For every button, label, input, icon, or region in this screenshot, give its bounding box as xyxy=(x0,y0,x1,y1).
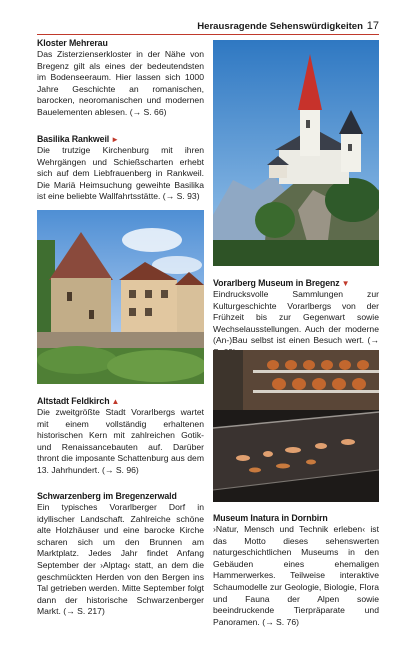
map-marker-icon: ▼ xyxy=(341,279,350,288)
page-number: 17 xyxy=(366,20,379,32)
entry-title: Kloster Mehrerau xyxy=(37,38,108,48)
entry-text: Die zweitgrößte Stadt Vorarlbergs wartet mit einem vollständig erhaltenen historischen Kern mit zahlreichen Gotik- und Renaissancebauten auf. Darüber thront die imposante Schattenburg aus dem 13. Jahrhundert. (→ S. 96) xyxy=(37,407,204,475)
entry-basilika-rankweil xyxy=(37,134,204,203)
entry-title: Schwarzenberg im Bregenzerwald xyxy=(37,491,177,501)
inatura-photo xyxy=(213,350,379,502)
entry-title xyxy=(37,134,204,144)
entry-museum-inatura xyxy=(213,513,379,628)
entry-text: Das Zisterzienserkloster in der Nähe von Bregenz gilt als eines der bedeutendsten im Bodenseeraum. Hier lassen sich 1000 Jahre Geschichte an romanischen, barocken, neoromanischen und modernen Bauelementen ablesen. (→ S. 66) xyxy=(37,49,204,117)
feldkirch-photo xyxy=(37,210,204,384)
entry-vorarlberg-museum xyxy=(213,278,379,359)
entry-title xyxy=(37,396,204,406)
entry-schwarzenberg xyxy=(37,491,204,618)
entry-altstadt-feldkirch xyxy=(37,396,204,477)
feldkirch-illustration xyxy=(37,210,204,384)
entry-title-text: Basilika Rankweil xyxy=(37,134,110,144)
map-marker-icon: ► xyxy=(111,135,119,144)
entry-title-text: Vorarlberg Museum in Bregenz xyxy=(213,278,340,288)
entry-text: Die trutzige Kirchenburg mit ihren Wehrgängen und Schießscharten erhebt sich auf dem Liebfrauenberg in Rankweil. Die Mariä Heimsuchung geweihte Basilika ist eine beliebte Wallfahrtsstätte. (→ S. 93) xyxy=(37,145,204,202)
entry-text: ›Natur, Mensch und Technik erleben‹ ist das Motto dieses sehenswerten naturgeschichtlichen Museums in den Gebäuden eines ehemaligen Hammerwerkes. Teilweise interaktive Schaumodelle zur Geologie, Biologie, Flora und Fauna der Alpen sowie beeindruckende Tierpräparate und Panoramen. (→ S. 76) xyxy=(213,524,379,627)
entry-kloster-mehrerau xyxy=(37,38,204,119)
entry-title: Museum Inatura in Dornbirn xyxy=(213,513,328,523)
section-title: Herausragende Sehenswürdigkeiten xyxy=(197,21,363,32)
rankweil-illustration xyxy=(213,40,379,266)
entry-text: Ein typisches Vorarlberger Dorf in idyllischer Landschaft. Zahlreiche schöne alte Holzhäuser und eine barocke Kirche scharen sich um den Brunnen am Marktplatz. Jedes Jahr findet Anfang September der ›Alptag‹ statt, an dem die geschmückten Herden von den Bergen ins Tal getrieben werden. Mitte September folgt dann der historische Schwarzenberger Markt. (→ S. 217) xyxy=(37,502,204,617)
map-marker-icon: ▲ xyxy=(111,397,120,406)
entry-title-text: Altstadt Feldkirch xyxy=(37,396,110,406)
header-divider xyxy=(37,34,379,35)
entry-title xyxy=(213,278,379,288)
inatura-illustration xyxy=(213,350,379,502)
page-header xyxy=(0,0,409,36)
rankweil-photo xyxy=(213,40,379,266)
entry-text: Eindrucksvolle Sammlungen zur Kulturgeschichte Vorarlbergs von der Frühzeit bis zur Gegenwart sowie Wechselausstellungen. Auch der moderne (An-)Bau selbst ist einen Besuch wert. (→ xyxy=(213,289,379,346)
